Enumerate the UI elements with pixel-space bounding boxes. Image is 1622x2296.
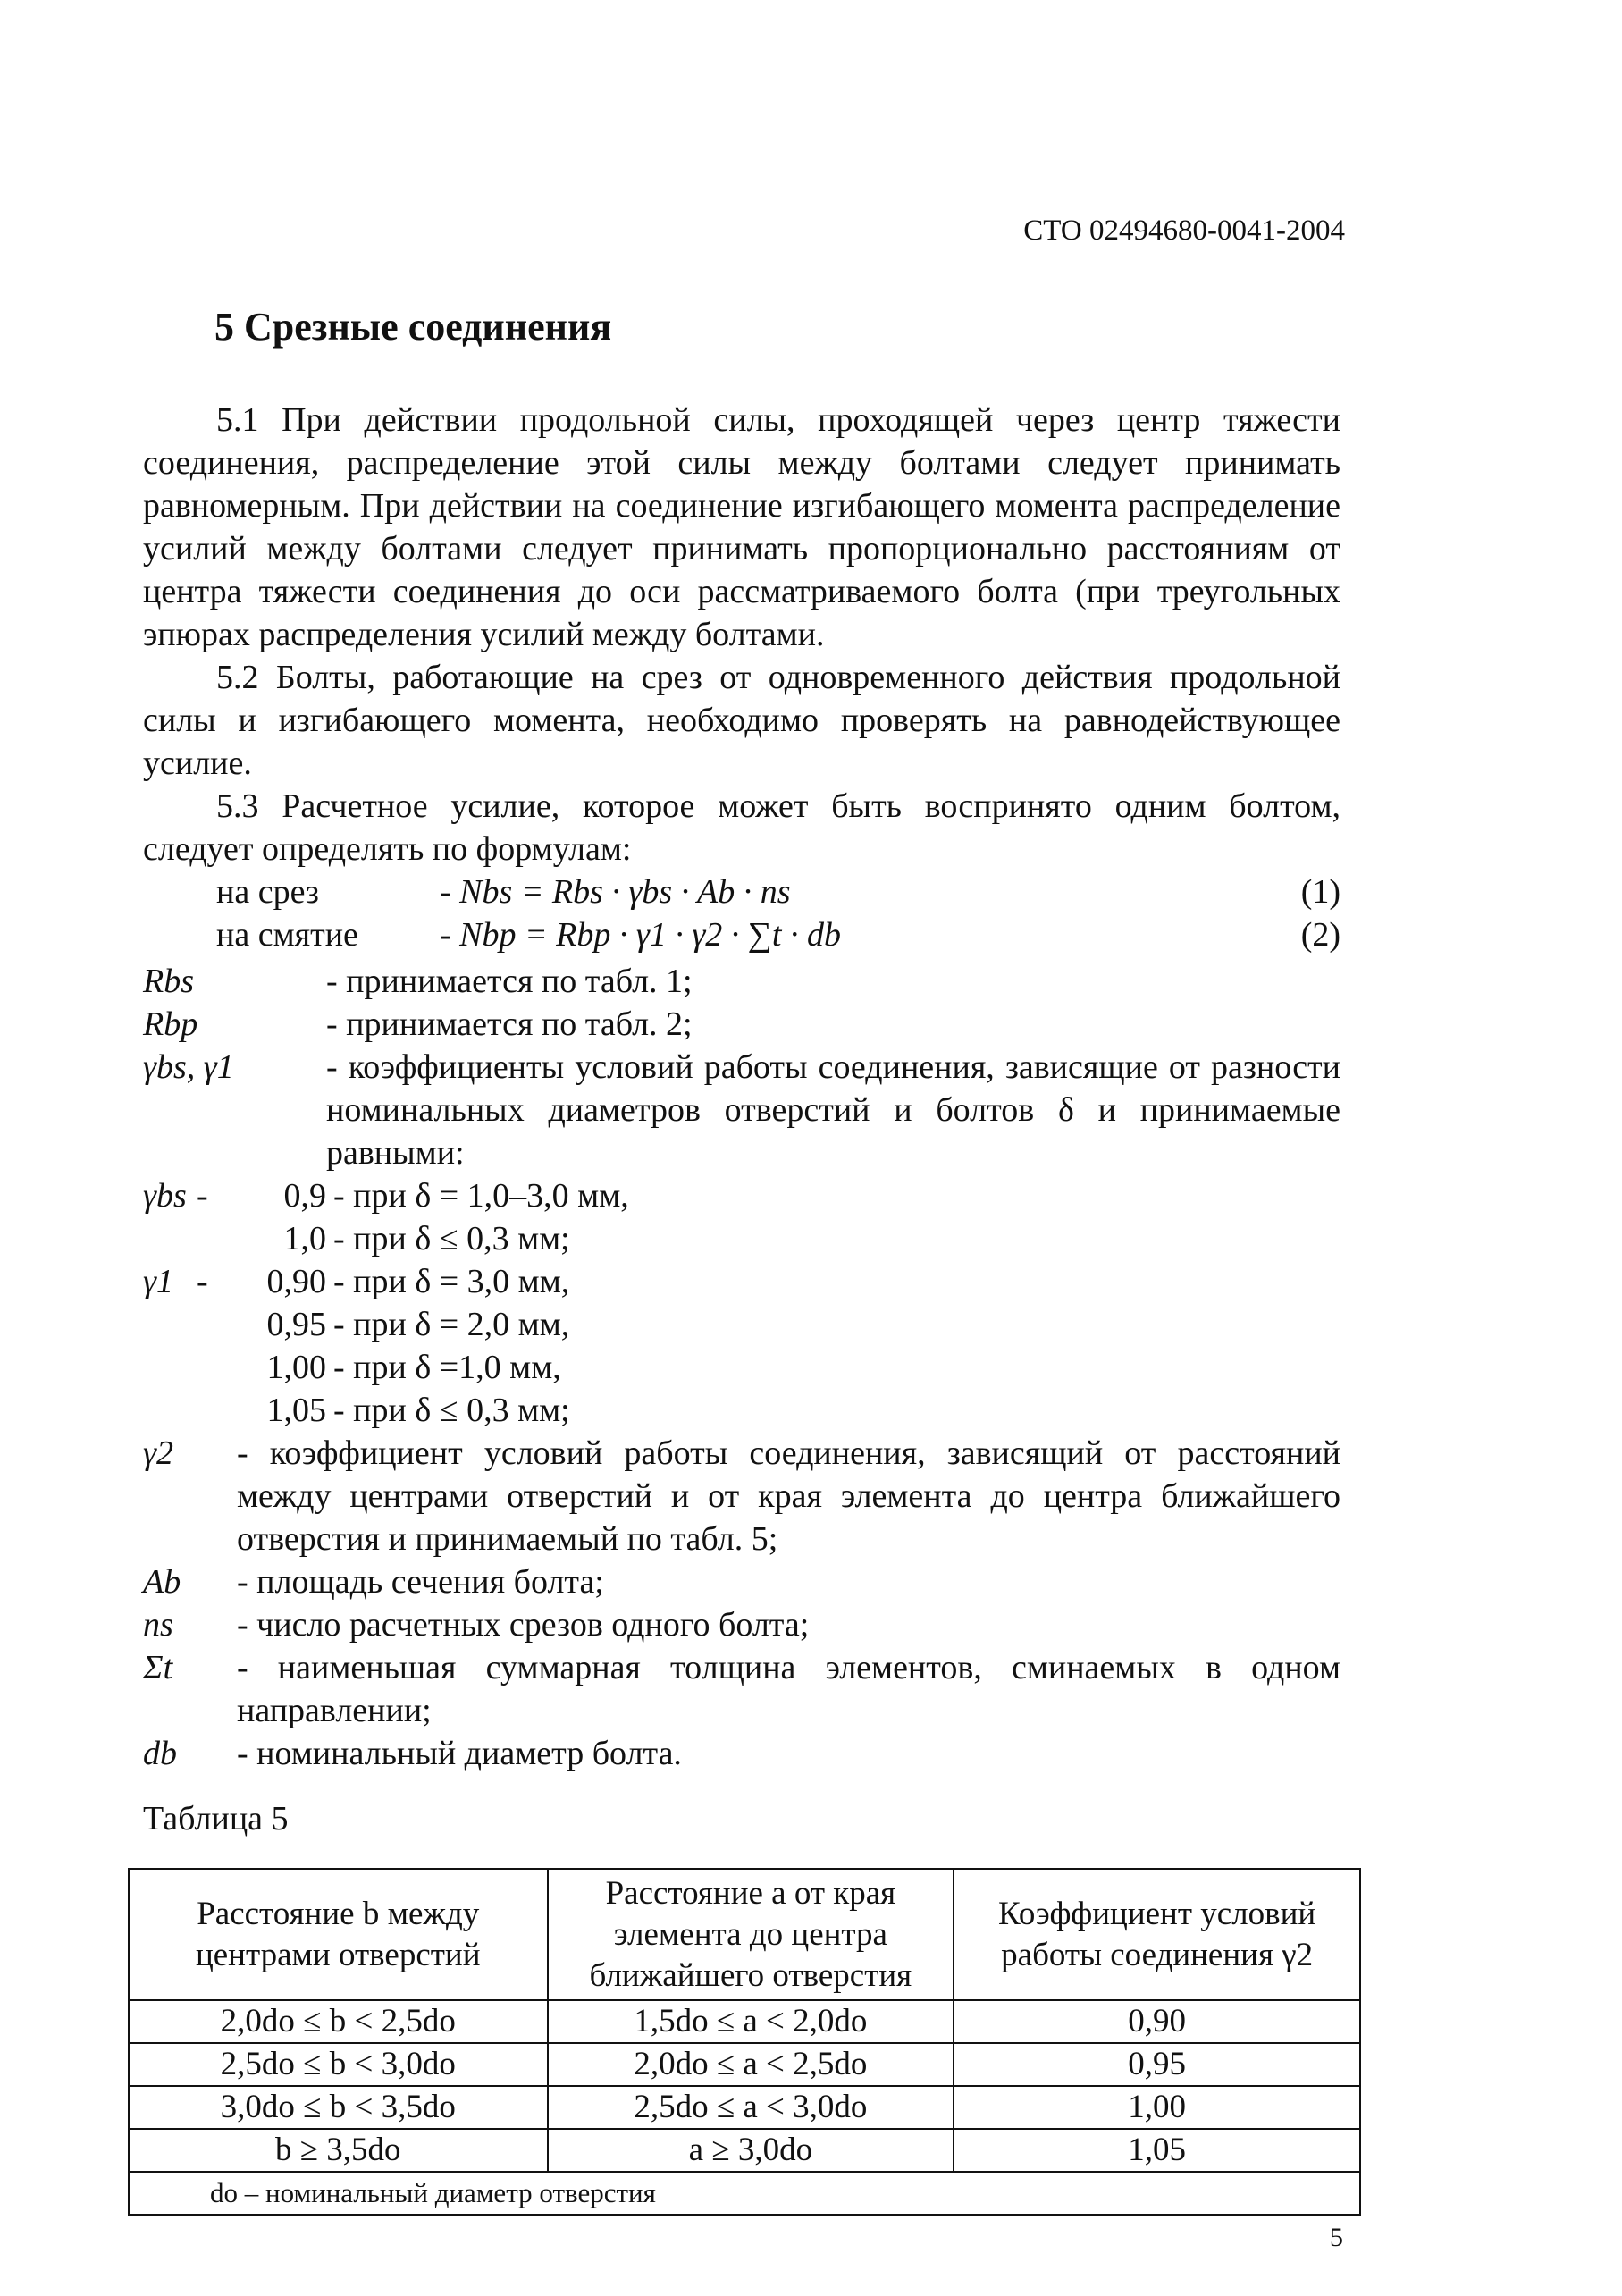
definition-text: - принимается по табл. 1; (326, 963, 693, 1000)
document-body (143, 399, 1340, 1775)
coefficient-value: 1,0 (283, 1220, 326, 1257)
table-cell: 0,95 (954, 2043, 1360, 2086)
table-5 (128, 1868, 1361, 2216)
table-row (129, 2000, 1360, 2043)
table-header-cell: Коэффициент условий работы соединения γ2 (954, 1869, 1360, 2000)
coefficient-row (143, 1303, 1340, 1346)
coefficient-row (143, 1174, 1340, 1217)
definition-text: - номинальный диаметр болта. (237, 1735, 682, 1772)
coefficient-symbol: γ1 (143, 1263, 173, 1300)
coefficient-symbol (143, 1389, 197, 1432)
paragraph-5-2: 5.2 Болты, работающие на срез от одновременного действия продольной силы и изгибающего момента, необходимо проверять на равнодействующее усилие. (143, 659, 1340, 782)
definition-symbol: Rbs (143, 963, 194, 1000)
table-cell: 2,5do ≤ a < 3,0do (548, 2086, 954, 2129)
definition-symbol: db (143, 1735, 177, 1772)
coefficient-dash (197, 1389, 219, 1432)
table-cell: 2,5do ≤ b < 3,0do (129, 2043, 548, 2086)
definition-gamma2 (143, 1432, 1340, 1560)
page-number: 5 (1330, 2223, 1343, 2252)
table-row (129, 2129, 1360, 2172)
coefficient-symbol (143, 1303, 197, 1346)
definition-text: - наименьшая суммарная толщина элементов, сминаемых в одном направлении; (237, 1649, 1340, 1729)
table-row (129, 2086, 1360, 2129)
section-title: 5 Срезные соединения (214, 305, 612, 349)
coefficient-condition: - при δ ≤ 0,3 мм; (333, 1220, 570, 1257)
table-note: do – номинальный диаметр отверстия (129, 2172, 1360, 2215)
definition-db (143, 1732, 1340, 1775)
coefficient-symbol (143, 1346, 197, 1389)
definition-symbol: Ab (143, 1563, 181, 1601)
table-header-cell: Расстояние a от края элемента до центра ближайшего отверстия (548, 1869, 954, 2000)
coefficient-value: 1,00 (266, 1349, 326, 1386)
coefficient-dash (197, 1217, 219, 1260)
coefficient-dash: - (197, 1263, 208, 1300)
paragraph-5-3: 5.3 Расчетное усилие, которое может быть воспринято одним болтом, следует определять по формулам: (143, 787, 1340, 868)
coefficient-condition: - при δ = 3,0 мм, (333, 1263, 570, 1300)
formula-expression: - Nbp = Rbp · γ1 · γ2 · ∑t · db (440, 916, 841, 954)
coefficient-value: 0,95 (266, 1306, 326, 1343)
table-cell: 1,00 (954, 2086, 1360, 2129)
definition-text: - площадь сечения болта; (237, 1563, 604, 1601)
coefficient-value: 0,90 (266, 1263, 326, 1300)
formula-expression: - Nbs = Rbs · γbs · Ab · ns (440, 873, 791, 911)
coefficient-condition: - при δ = 2,0 мм, (333, 1306, 570, 1343)
coefficient-condition: - при δ =1,0 мм, (333, 1349, 561, 1386)
definition-symbol: ns (143, 1606, 173, 1644)
definition-symbol: Rbp (143, 1005, 198, 1043)
table-cell: 1,5do ≤ a < 2,0do (548, 2000, 954, 2043)
coefficient-value: 1,05 (266, 1392, 326, 1429)
coefficient-dash (197, 1303, 219, 1346)
formula-number: (1) (1300, 873, 1340, 911)
table-header-row (129, 1869, 1360, 2000)
coefficient-dash (197, 1346, 219, 1389)
coefficient-symbol: γbs (143, 1177, 187, 1215)
definition-symbol: γbs, γ1 (143, 1048, 234, 1086)
formula-shear (143, 870, 1340, 913)
definition-text: - число расчетных срезов одного болта; (237, 1606, 810, 1644)
formula-number: (2) (1300, 916, 1340, 954)
table-cell: 0,90 (954, 2000, 1360, 2043)
paragraph-5-1: 5.1 При действии продольной силы, проходящей через центр тяжести соединения, распределение этой силы между болтами следует принимать равномерным. При действии на соединение изгибающего момента распределение усилий между болтами следует принимать пропорционально расстояниям от центра тяжести соединения до оси рассматриваемого болта (при треугольных эпюрах распределения усилий между болтами. (143, 401, 1340, 653)
table-cell: b ≥ 3,5do (129, 2129, 548, 2172)
coefficient-row (143, 1389, 1340, 1432)
definition-rbp (143, 1003, 1340, 1046)
table-cell: 3,0do ≤ b < 3,5do (129, 2086, 548, 2129)
coefficient-row (143, 1260, 1340, 1303)
coefficient-condition: - при δ ≤ 0,3 мм; (333, 1392, 570, 1429)
coefficient-symbol (143, 1217, 197, 1260)
formula-bearing (143, 913, 1340, 956)
coefficient-dash: - (197, 1177, 208, 1215)
table-title: Таблица 5 (143, 1800, 289, 1838)
table-row (129, 2043, 1360, 2086)
definitions-list (143, 960, 1340, 1775)
coefficient-row (143, 1346, 1340, 1389)
definition-ns (143, 1603, 1340, 1646)
definition-rbs (143, 960, 1340, 1003)
table-cell: 2,0do ≤ a < 2,5do (548, 2043, 954, 2086)
definition-gamma (143, 1046, 1340, 1174)
formula-label: на смятие (216, 916, 358, 954)
table-cell: 2,0do ≤ b < 2,5do (129, 2000, 548, 2043)
table-cell: 1,05 (954, 2129, 1360, 2172)
coefficient-row (143, 1217, 1340, 1260)
formula-label: на срез (216, 873, 319, 911)
definition-symbol: γ2 (143, 1434, 173, 1472)
coefficient-condition: - при δ = 1,0–3,0 мм, (333, 1177, 629, 1215)
table-header-cell: Расстояние b между центрами отверстий (129, 1869, 548, 2000)
definition-text: - принимается по табл. 2; (326, 1005, 693, 1043)
definition-text: - коэффициент условий работы соединения, зависящий от расстояний между центрами отверстий и от края элемента до центра ближайшего отверстия и принимаемый по табл. 5; (237, 1434, 1340, 1558)
coefficient-value: 0,9 (283, 1177, 326, 1215)
document-code: СТО 02494680-0041-2004 (1023, 214, 1345, 247)
table-cell: a ≥ 3,0do (548, 2129, 954, 2172)
definition-sumt (143, 1646, 1340, 1732)
table-note-row (129, 2172, 1360, 2215)
definition-ab (143, 1560, 1340, 1603)
definition-text: - коэффициенты условий работы соединения, зависящие от разности номинальных диаметров отверстий и болтов δ и принимаемые равными: (326, 1048, 1340, 1172)
definition-symbol: Σt (143, 1649, 173, 1686)
